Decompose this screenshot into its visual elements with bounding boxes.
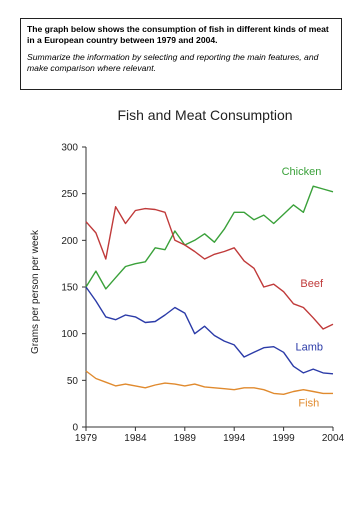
x-tick-label: 2004 <box>321 433 345 444</box>
x-tick-label: 1989 <box>173 433 196 444</box>
chart-title: Fish and Meat Consumption <box>117 107 293 123</box>
series-line-lamb <box>86 287 333 374</box>
series-lines <box>86 186 333 394</box>
y-tick-label: 200 <box>61 235 78 247</box>
series-line-fish <box>86 371 333 394</box>
series-label-fish: Fish <box>298 397 320 410</box>
series-label-chicken: Chicken <box>281 166 322 178</box>
task-instruction: Summarize the information by selecting and reporting the main features, and make comparison where relevant. <box>27 52 319 73</box>
y-tick-label: 300 <box>61 142 78 154</box>
y-tick-label: 150 <box>61 282 78 294</box>
series-line-chicken <box>86 186 333 289</box>
x-tick-label: 1979 <box>74 433 98 444</box>
y-tick-label: 0 <box>72 422 78 434</box>
y-ticks <box>61 143 86 434</box>
task-description: The graph below shows the consumption of fish in different kinds of meat in a European country between 1979 and 2004. <box>27 24 329 45</box>
y-tick-label: 250 <box>61 189 78 201</box>
series-line-beef <box>86 207 333 329</box>
x-tick-label: 1994 <box>223 433 246 444</box>
x-tick-label: 1999 <box>272 433 295 444</box>
x-tick-label: 1984 <box>124 433 147 444</box>
series-label-beef: Beef <box>300 278 324 290</box>
series-label-lamb: Lamb <box>295 341 323 354</box>
y-tick-label: 100 <box>61 329 78 341</box>
y-axis-label: Grams per person per week <box>30 230 41 354</box>
x-ticks <box>75 427 345 444</box>
y-tick-label: 50 <box>66 375 78 387</box>
